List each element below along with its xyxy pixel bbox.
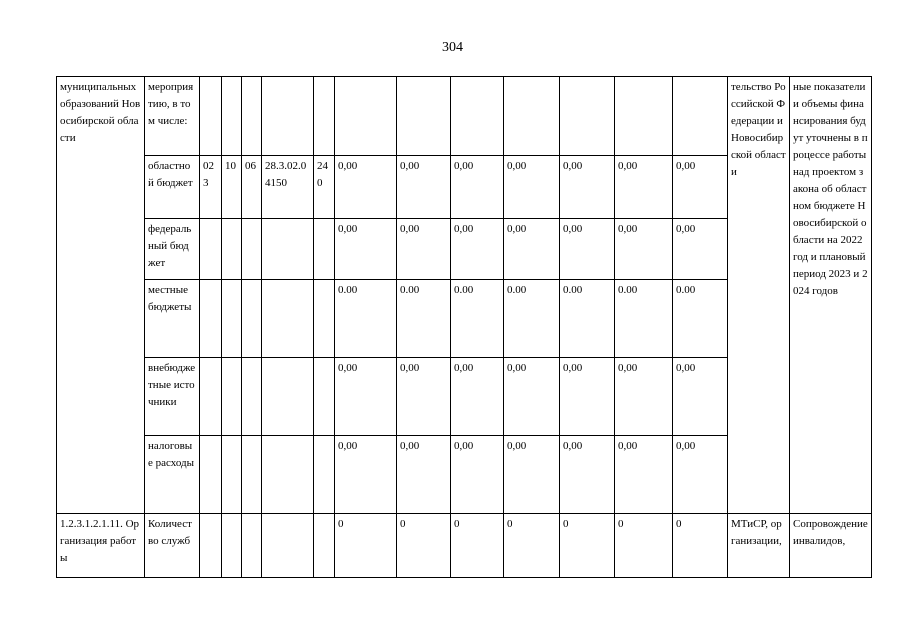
value-cell: 0,00 <box>560 219 615 280</box>
value-cell: 0 <box>560 514 615 578</box>
value-cell: 0.00 <box>335 280 397 358</box>
value-cell: 0.00 <box>397 280 451 358</box>
value-cell: 0.00 <box>504 280 560 358</box>
page-number: 304 <box>442 40 463 55</box>
value-cell: 0.00 <box>673 280 728 358</box>
value-cell: 0,00 <box>397 156 451 219</box>
value-cell: 0,00 <box>451 436 504 514</box>
value-cell: 0,00 <box>504 358 560 436</box>
value-cell: 0 <box>397 514 451 578</box>
value-cell: 0,00 <box>560 436 615 514</box>
value-cell: 0,00 <box>673 156 728 219</box>
pr-code: 06 <box>242 156 262 219</box>
value-cell: 0,00 <box>615 436 673 514</box>
value-cell: 0,00 <box>335 436 397 514</box>
value-cell: 0,00 <box>397 219 451 280</box>
vr-code: 240 <box>314 156 335 219</box>
indicator-cell: Количество служб <box>145 514 200 578</box>
value-cell: 0,00 <box>397 436 451 514</box>
value-cell: 0,00 <box>504 436 560 514</box>
value-cell: 0 <box>451 514 504 578</box>
source-cell: мероприятию, в том числе: <box>145 77 200 156</box>
result-cell: Сопровождение инвалидов, <box>790 514 872 578</box>
measure-name-cell: 1.2.3.1.2.1.11. Организация работы <box>57 514 145 578</box>
csr-code: 28.3.02.04150 <box>262 156 314 219</box>
value-cell: 0,00 <box>397 358 451 436</box>
source-cell: местные бюджеты <box>145 280 200 358</box>
value-cell: 0 <box>335 514 397 578</box>
value-cell: 0.00 <box>615 280 673 358</box>
value-cell: 0,00 <box>504 156 560 219</box>
value-cell: 0,00 <box>451 358 504 436</box>
value-cell: 0 <box>615 514 673 578</box>
source-cell: федеральный бюджет <box>145 219 200 280</box>
value-cell: 0 <box>504 514 560 578</box>
value-cell: 0.00 <box>451 280 504 358</box>
program-table <box>56 76 872 578</box>
source-cell: областной бюджет <box>145 156 200 219</box>
value-cell: 0,00 <box>673 436 728 514</box>
value-cell: 0,00 <box>335 358 397 436</box>
value-cell: 0,00 <box>560 156 615 219</box>
value-cell: 0,00 <box>451 156 504 219</box>
value-cell: 0 <box>673 514 728 578</box>
executor-cell: тельство Российской Федерации и Новосибирской области <box>728 77 790 514</box>
executor-cell: МТиСР, организации, <box>728 514 790 578</box>
grbs-code: 023 <box>200 156 222 219</box>
value-cell: 0,00 <box>615 156 673 219</box>
value-cell: 0,00 <box>615 219 673 280</box>
value-cell: 0.00 <box>560 280 615 358</box>
value-cell: 0,00 <box>560 358 615 436</box>
value-cell: 0,00 <box>673 358 728 436</box>
value-cell: 0,00 <box>335 156 397 219</box>
result-cell: ные показатели и объемы финансирования будут уточнены в процессе работы над проектом закона об областном бюджете Новосибирской области на 2022 год и плановый период 2023 и 2024 годов <box>790 77 872 514</box>
source-cell: внебюджетные источники <box>145 358 200 436</box>
value-cell: 0,00 <box>615 358 673 436</box>
source-cell: налоговые расходы <box>145 436 200 514</box>
value-cell: 0,00 <box>504 219 560 280</box>
value-cell: 0,00 <box>451 219 504 280</box>
value-cell: 0,00 <box>673 219 728 280</box>
rz-code: 10 <box>222 156 242 219</box>
measure-name-cell: муниципальных образований Новосибирской области <box>57 77 145 514</box>
table-row <box>57 77 872 156</box>
table-row <box>57 514 872 578</box>
value-cell: 0,00 <box>335 219 397 280</box>
